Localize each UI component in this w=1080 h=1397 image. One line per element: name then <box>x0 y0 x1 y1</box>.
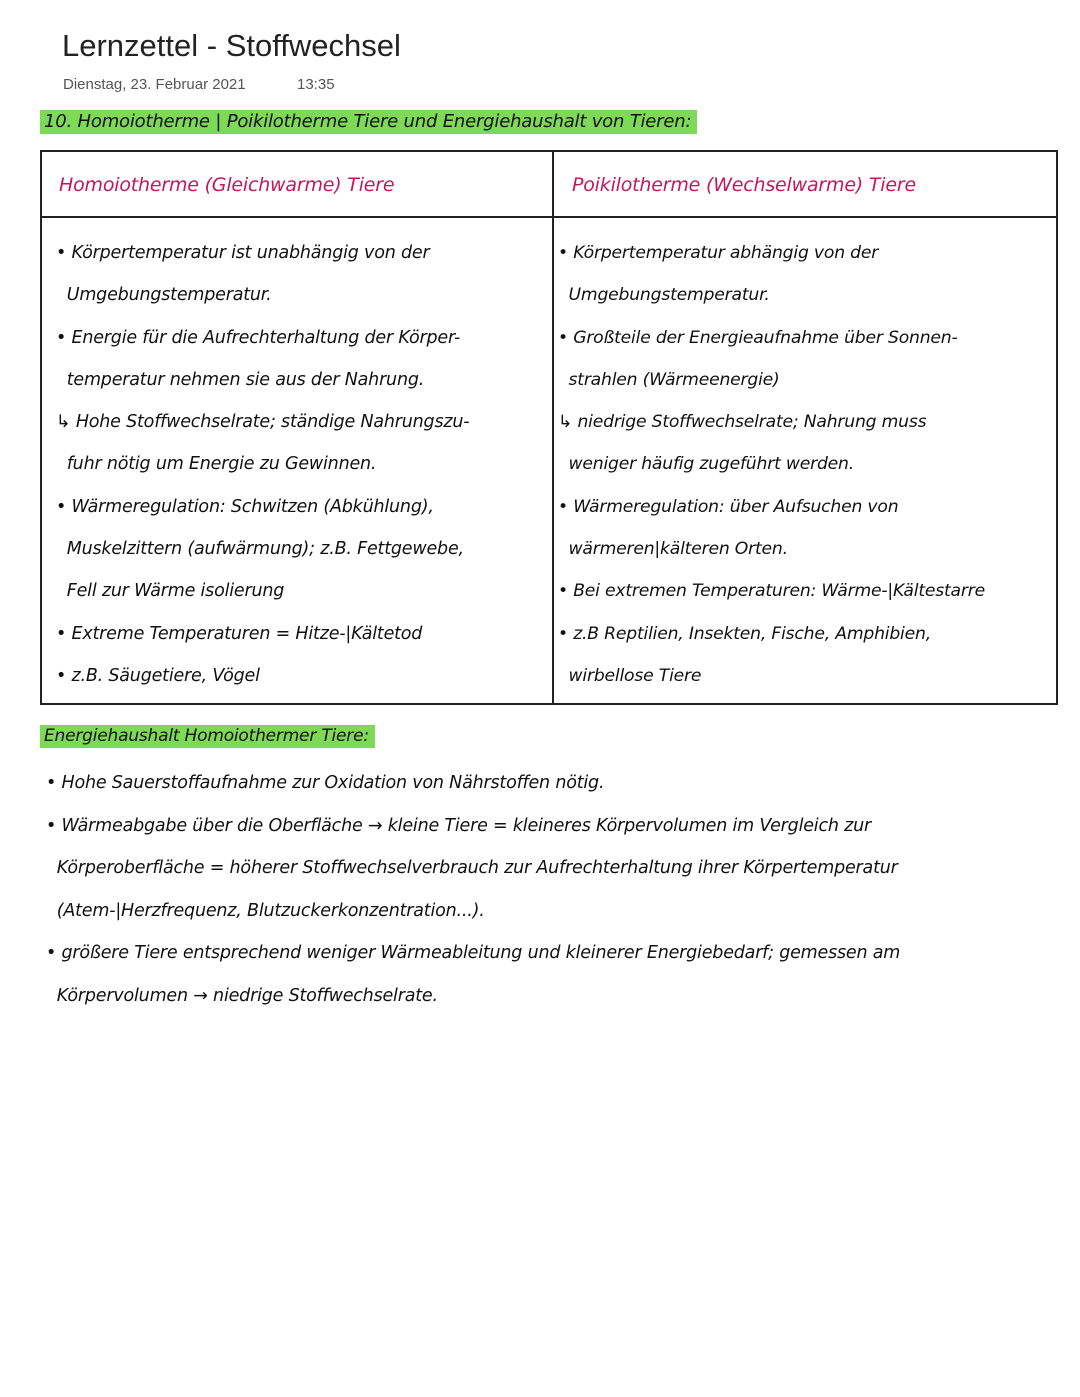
note-line: (Atem-|Herzfrequenz, Blutzuckerkonzentration...). <box>46 900 485 921</box>
note-line: Körpervolumen → niedrige Stoffwechselrate. <box>46 985 438 1006</box>
table-header-divider <box>42 216 1056 218</box>
comparison-table <box>40 150 1058 705</box>
column-notes-poikilotherm <box>558 232 1056 697</box>
note-line: • Extreme Temperaturen = Hitze-|Kältetod <box>56 623 423 644</box>
note-line: strahlen (Wärmeenergie) <box>558 369 780 390</box>
note-line: Umgebungstemperatur. <box>56 285 272 306</box>
page-time: 13:35 <box>297 76 335 93</box>
note-line: Muskelzittern (aufwärmung); z.B. Fettgewebe, <box>56 539 464 560</box>
note-line: • Körpertemperatur ist unabhängig von der <box>56 243 430 263</box>
note-line: Fell zur Wärme isolierung <box>56 581 285 602</box>
note-line: • Energie für die Aufrechterhaltung der Körper- <box>56 327 461 348</box>
note-line: • z.B Reptilien, Insekten, Fische, Amphibien, <box>558 623 931 644</box>
note-line: • Großteile der Energieaufnahme über Sonnen- <box>558 327 958 348</box>
column-heading-poikilotherm: Poikilotherme (Wechselwarme) Tiere <box>572 174 916 196</box>
section-heading-homoiotherm-poikilotherm: 10. Homoiotherme | Poikilotherme Tiere und Energiehaushalt von Tieren: <box>40 110 697 134</box>
note-line: ↳ Hohe Stoffwechselrate; ständige Nahrungszu- <box>56 412 470 433</box>
page-title: Lernzettel - Stoffwechsel <box>62 28 401 63</box>
column-heading-homoiotherm: Homoiotherme (Gleichwarme) Tiere <box>59 174 395 196</box>
note-line: • Wärmeregulation: über Aufsuchen von <box>558 496 899 517</box>
column-notes-homoiotherm <box>56 232 548 697</box>
note-line: Körperoberfläche = höherer Stoffwechselverbrauch zur Aufrechterhaltung ihrer Körpertemperatur <box>46 858 898 878</box>
energy-budget-notes <box>46 762 1056 1017</box>
note-line: • Wärmeregulation: Schwitzen (Abkühlung), <box>56 496 434 517</box>
note-line: wirbellose Tiere <box>558 665 702 686</box>
note-line: Umgebungstemperatur. <box>558 285 770 306</box>
section-heading-energy-budget: Energiehaushalt Homoiothermer Tiere: <box>40 725 375 748</box>
page-date: Dienstag, 23. Februar 2021 <box>63 76 246 93</box>
note-line: • z.B. Säugetiere, Vögel <box>56 665 260 686</box>
note-line: wärmeren|kälteren Orten. <box>558 539 788 560</box>
note-line: • Hohe Sauerstoffaufnahme zur Oxidation von Nährstoffen nötig. <box>46 773 605 793</box>
note-line: • Wärmeabgabe über die Oberfläche → kleine Tiere = kleineres Körpervolumen im Vergleich zur <box>46 815 872 836</box>
table-column-divider <box>552 152 554 703</box>
note-line: • Körpertemperatur abhängig von der <box>558 243 879 263</box>
note-line: • größere Tiere entsprechend weniger Wärmeableitung und kleinerer Energiebedarf; gemessen am <box>46 943 901 963</box>
note-line: weniger häufig zugeführt werden. <box>558 454 855 475</box>
note-line: ↳ niedrige Stoffwechselrate; Nahrung muss <box>558 412 927 433</box>
note-line: temperatur nehmen sie aus der Nahrung. <box>56 369 425 390</box>
note-line: fuhr nötig um Energie zu Gewinnen. <box>56 454 377 475</box>
note-line: • Bei extremen Temperaturen: Wärme-|Kältestarre <box>558 581 985 602</box>
